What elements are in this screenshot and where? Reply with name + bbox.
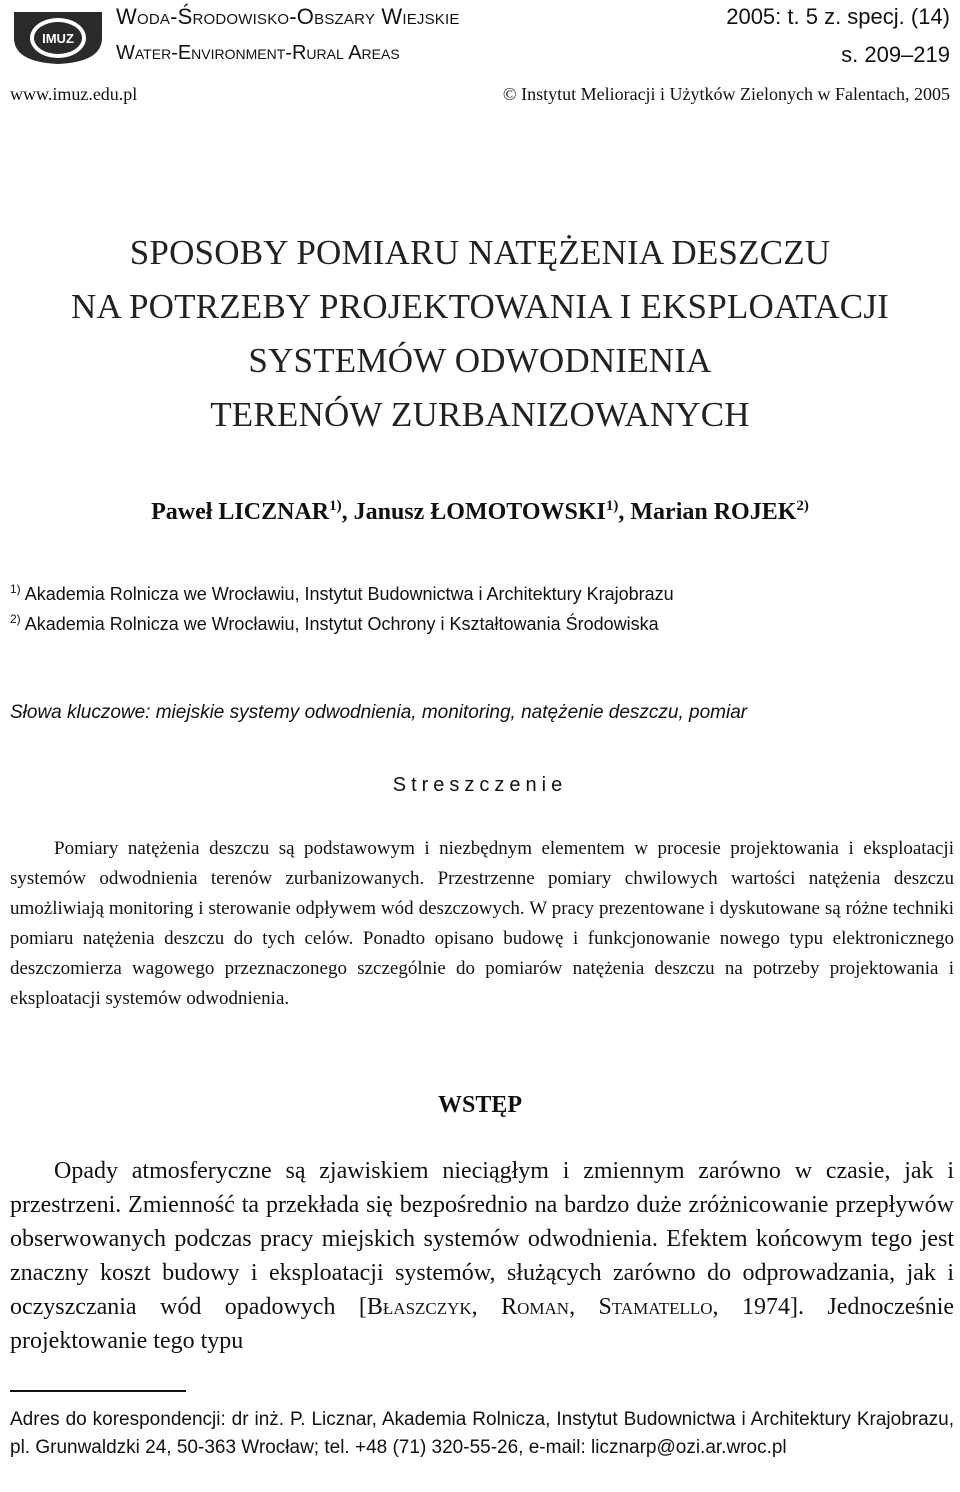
abstract-heading: Streszczenie xyxy=(392,774,568,796)
intro-citation: [Błaszczyk, Roman, Stamatello, 1974] xyxy=(358,1294,798,1320)
author-name: Marian ROJEK xyxy=(630,499,797,525)
footnote-divider xyxy=(10,1390,186,1392)
journal-title-pl: Woda-Środowisko-Obszary Wiejskie xyxy=(116,4,460,29)
imuz-logo-icon xyxy=(10,8,106,66)
logo-text: IMUZ xyxy=(42,31,74,46)
affiliation-mark: 2) xyxy=(10,612,21,626)
author-affiliation-mark: 1) xyxy=(329,498,342,514)
affiliation-text: Akademia Rolnicza we Wrocławiu, Instytut Budownictwa i Architektury Krajobrazu xyxy=(24,584,674,604)
abstract-body xyxy=(10,834,954,1014)
title-line: NA POTRZEBY PROJEKTOWANIA I EKSPLOATACJI xyxy=(70,287,890,326)
author-list: Paweł LICZNAR$^{1)}$, Janusz ŁOMOTOWSKI$^{1)}$, Marian ROJEK$^{2)}$ xyxy=(151,498,809,525)
paper-title xyxy=(0,226,960,442)
author-name: Janusz ŁOMOTOWSKI xyxy=(353,499,606,525)
section-heading: WSTĘP xyxy=(437,1092,523,1118)
intro-paragraph xyxy=(10,1154,954,1358)
abstract-paragraph: Pomiary natężenia deszczu są podstawowym i niezbędnym elementem w procesie projektowania i eksploatacji systemów odwodnienia terenów zurbanizowanych. Przestrzenne pomiary chwilowych wartości natężenia deszczu umożliwiają monitoring i sterowanie odpływem wód deszczowych. W pracy prezentowane i dyskutowane są różne techniki pomiaru natężenia deszczu do tych celów. Ponadto opisano budowę i funkcjonowanie nowego typu elektronicznego deszczomierza wagowego przeznaczonego szczególnie do pomiarów natężenia deszczu na potrzeby projektowania i eksploatacji systemów odwodnienia. xyxy=(10,838,954,1009)
page-range: s. 209–219 xyxy=(841,42,950,67)
affiliation xyxy=(10,582,674,605)
copyright-notice: © Instytut Melioracji i Użytków Zielonych w Falentach, 2005 xyxy=(502,84,950,104)
journal-url[interactable]: www.imuz.edu.pl xyxy=(10,84,138,104)
correspondence-footnote: Adres do korespondencji: dr inż. P. Licznar, Akademia Rolnicza, Instytut Budownictwa i Architektury Krajobrazu, pl. Grunwaldzki 24, 50-363 Wrocław; tel. +48 (71) 320-55-26, e-mail: licznarp@ozi.ar.wroc.pl xyxy=(10,1409,954,1458)
author-affiliation-mark: 2) xyxy=(796,498,809,514)
journal-title-en: Water-Environment-Rural Areas xyxy=(116,42,400,64)
title-line: SYSTEMÓW ODWODNIENIA xyxy=(248,341,712,380)
intro-tail: . Jednocześnie projektowanie tego typu xyxy=(10,1294,955,1354)
affiliation-mark: 1) xyxy=(10,582,21,596)
affiliation-text: Akademia Rolnicza we Wrocławiu, Instytut Ochrony i Kształtowania Środowiska xyxy=(24,614,659,634)
intro-body xyxy=(10,1154,954,1358)
author-name: Paweł LICZNAR xyxy=(151,499,330,525)
volume-info: 2005: t. 5 z. specj. (14) xyxy=(726,4,950,29)
intro-text: Opady atmosferyczne są zjawiskiem nieciągłym i zmiennym zarówno w czasie, jak i przestrzeni. Zmienność ta przekłada się bezpośrednio na bardzo duże zróżnicowanie przepływów obserwowanych podczas pracy miejskich systemów odwodnienia. Efektem końcowym tego jest znaczny koszt budowy i eksploatacji systemów, służących zarówno do odprowadzania, jak i oczyszczania wód opadowych xyxy=(10,1158,954,1320)
keywords: Słowa kluczowe: miejskie systemy odwodnienia, monitoring, natężenie deszczu, pomiar xyxy=(10,702,748,723)
affiliation xyxy=(10,612,659,635)
title-line: TERENÓW ZURBANIZOWANYCH xyxy=(210,395,750,434)
title-line: SPOSOBY POMIARU NATĘŻENIA DESZCZU xyxy=(129,233,831,272)
author-affiliation-mark: 1) xyxy=(605,498,619,514)
